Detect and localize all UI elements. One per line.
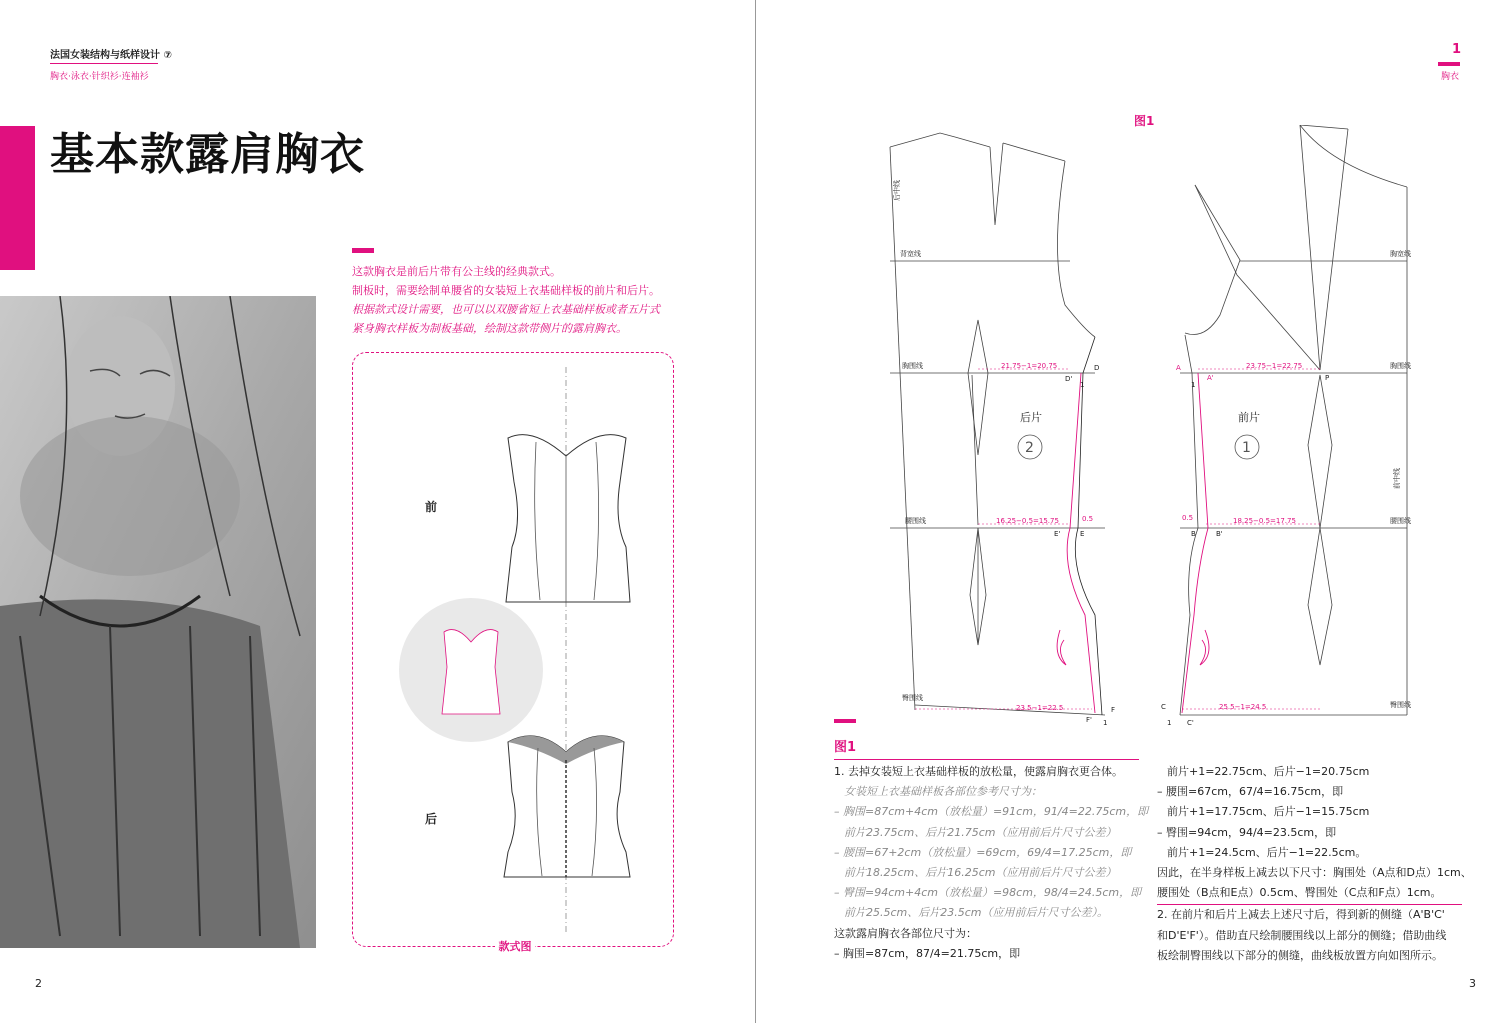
series-subtitle: 胸衣·泳衣·针织衫·连袖衫: [50, 72, 149, 82]
back-new-side-seam: [1057, 373, 1095, 713]
text-line: 前片25.5cm、后片23.5cm（应用前后片尺寸公差）。: [844, 906, 1109, 920]
front-pattern-piece: [1180, 125, 1407, 715]
text-line: – 臀围=94cm+4cm（放松量）=98cm，98/4=24.5cm，即: [834, 886, 1142, 900]
back-pattern-piece: [890, 133, 1105, 715]
back-label: 后: [425, 812, 438, 826]
text-column-1: [834, 762, 1149, 964]
front-bust-formula: 23.75−1=22.75: [1246, 362, 1303, 370]
text-line: 女装短上衣基础样板各部位参考尺寸为：: [844, 785, 1042, 799]
front-one-top: 1: [1191, 381, 1196, 389]
page-title: 基本款露肩胸衣: [50, 129, 365, 180]
front-piece-name: 前片: [1238, 411, 1260, 424]
text-line: – 胸围=87cm+4cm（放松量）=91cm，91/4=22.75cm，即: [834, 805, 1149, 819]
back-measure-lines: [915, 369, 1092, 709]
point-C-prime: C': [1187, 719, 1194, 725]
text-line: 前片18.25cm、后片16.25cm（应用前后片尺寸公差）: [844, 866, 1117, 880]
back-hip-formula: 23.5−1=22.5: [1016, 704, 1064, 712]
figure-accent-bar: [834, 719, 856, 723]
point-P: P: [1325, 374, 1330, 382]
point-D: D: [1094, 364, 1100, 372]
front-piece-number: 1: [1242, 440, 1251, 456]
text-line: 前片+1=17.75cm、后片−1=15.75cm: [1167, 805, 1370, 819]
figure-label-top: 图1: [1134, 114, 1155, 128]
intro-line: 紧身胸衣样板为制板基础，绘制这款带侧片的露肩胸衣。: [352, 322, 627, 335]
style-drawings: [352, 352, 674, 947]
back-waist-formula: 16.25−0.5=15.75: [996, 517, 1059, 525]
text-line: – 腰围=67cm，67/4=16.75cm，即: [1157, 785, 1344, 799]
corset-thumbnail: [442, 630, 500, 714]
chapter-bar: [1438, 62, 1460, 66]
figure-divider: [834, 759, 1139, 760]
back-corset-drawing: [504, 736, 630, 877]
chapter-number: 1: [1452, 42, 1462, 57]
point-A: A: [1176, 364, 1181, 372]
back-waist-line-label: 腰围线: [905, 517, 926, 525]
text-line: 这款露肩胸衣各部位尺寸为：: [834, 926, 977, 940]
text-line: – 腰围=67+2cm（放松量）=69cm，69/4=17.25cm，即: [834, 845, 1132, 859]
back-piece-name: 后片: [1020, 411, 1042, 424]
point-C: C: [1161, 703, 1166, 711]
front-waist-line-label: 腰围线: [1390, 517, 1411, 525]
point-F-prime: F': [1086, 716, 1092, 724]
back-one-bottom: 1: [1103, 719, 1108, 725]
intro-accent-bar: [352, 248, 374, 253]
text-line: 前片+1=24.5cm、后片−1=22.5cm。: [1167, 845, 1367, 859]
text-line: 前片23.75cm、后片21.75cm（应用前后片尺寸公差）: [844, 825, 1117, 839]
front-corset-drawing: [506, 435, 630, 602]
front-center-line-label: 前中线: [1393, 468, 1401, 489]
front-waist-reduce: 0.5: [1182, 514, 1194, 522]
text-line: 腰围处（B点和E点）0.5cm、臀围处（C点和F点）1cm。: [1157, 886, 1442, 900]
style-caption: 款式图: [495, 938, 535, 954]
text-line: – 臀围=94cm，94/4=23.5cm，即: [1157, 825, 1337, 839]
text-line: 因此，在半身样板上减去以下尺寸：胸围处（A点和D点）1cm、: [1157, 866, 1472, 880]
back-hip-line-label: 臀围线: [902, 694, 923, 702]
back-bust-line-label: 胸围线: [902, 362, 923, 370]
intro-line: 这款胸衣是前后片带有公主线的经典款式。: [352, 265, 561, 278]
front-one-bottom: 1: [1167, 719, 1172, 725]
chapter-name: 胸衣: [1441, 72, 1460, 82]
back-width-line-label: 背宽线: [900, 250, 921, 258]
point-B-prime: B': [1216, 530, 1223, 538]
back-waist-reduce: 0.5: [1082, 515, 1094, 523]
text-line: 和D'E'F'）。借助直尺绘制腰围线以上部分的侧缝；借助曲线: [1157, 928, 1447, 942]
book-spine: [755, 0, 756, 1023]
back-center-line-label: 后中线: [893, 180, 901, 201]
back-bust-formula: 21.75−1=20.75: [1001, 362, 1058, 370]
front-hip-line-label: 臀围线: [1390, 701, 1411, 709]
text-line: – 胸围=87cm，87/4=21.75cm，即: [834, 946, 1021, 960]
fashion-illustration: [0, 296, 316, 948]
page-number-right: 3: [1469, 977, 1476, 990]
series-title: 法国女装结构与纸样设计 ⑦: [50, 50, 172, 61]
text-line: 2. 在前片和后片上减去上述尺寸后，得到新的侧缝（A'B'C': [1157, 908, 1445, 922]
back-one-top: 1: [1080, 381, 1085, 389]
text-line: 前片+1=22.75cm、后片−1=20.75cm: [1167, 765, 1370, 778]
point-E-prime: E': [1054, 530, 1061, 538]
text-line: 板绘制臀围线以下部分的侧缝，曲线板放置方向如图所示。: [1157, 948, 1443, 962]
figure-label-bottom: 图1: [834, 740, 857, 755]
chapter-sidebar-block: [0, 126, 35, 270]
front-new-side-seam: [1182, 373, 1209, 713]
front-chest-width-line-label: 胸宽线: [1390, 250, 1411, 258]
front-waist-formula: 18.25−0.5=17.75: [1233, 517, 1296, 525]
point-A-prime: A': [1207, 374, 1214, 382]
point-D-prime: D': [1065, 375, 1073, 383]
intro-text: [352, 262, 682, 338]
page-number-left: 2: [35, 977, 42, 990]
front-label: 前: [425, 500, 438, 514]
intro-line: 制板时，需要绘制单腰省的女装短上衣基础样板的前片和后片。: [352, 284, 660, 297]
point-E: E: [1080, 530, 1085, 538]
point-F: F: [1111, 706, 1116, 714]
front-hip-formula: 25.5−1=24.5: [1219, 703, 1267, 711]
point-B: B: [1191, 530, 1196, 538]
text-line: 1. 去掉女装短上衣基础样板的放松量，使露肩胸衣更合体。: [834, 765, 1123, 778]
text-column-2: [1157, 762, 1472, 966]
series-divider: [50, 63, 158, 64]
pattern-diagram: [880, 125, 1420, 725]
front-bust-line-label: 胸围线: [1390, 362, 1411, 370]
intro-line: 根据款式设计需要，也可以以双腰省短上衣基础样板或者五片式: [352, 303, 660, 316]
back-piece-number: 2: [1025, 440, 1034, 456]
